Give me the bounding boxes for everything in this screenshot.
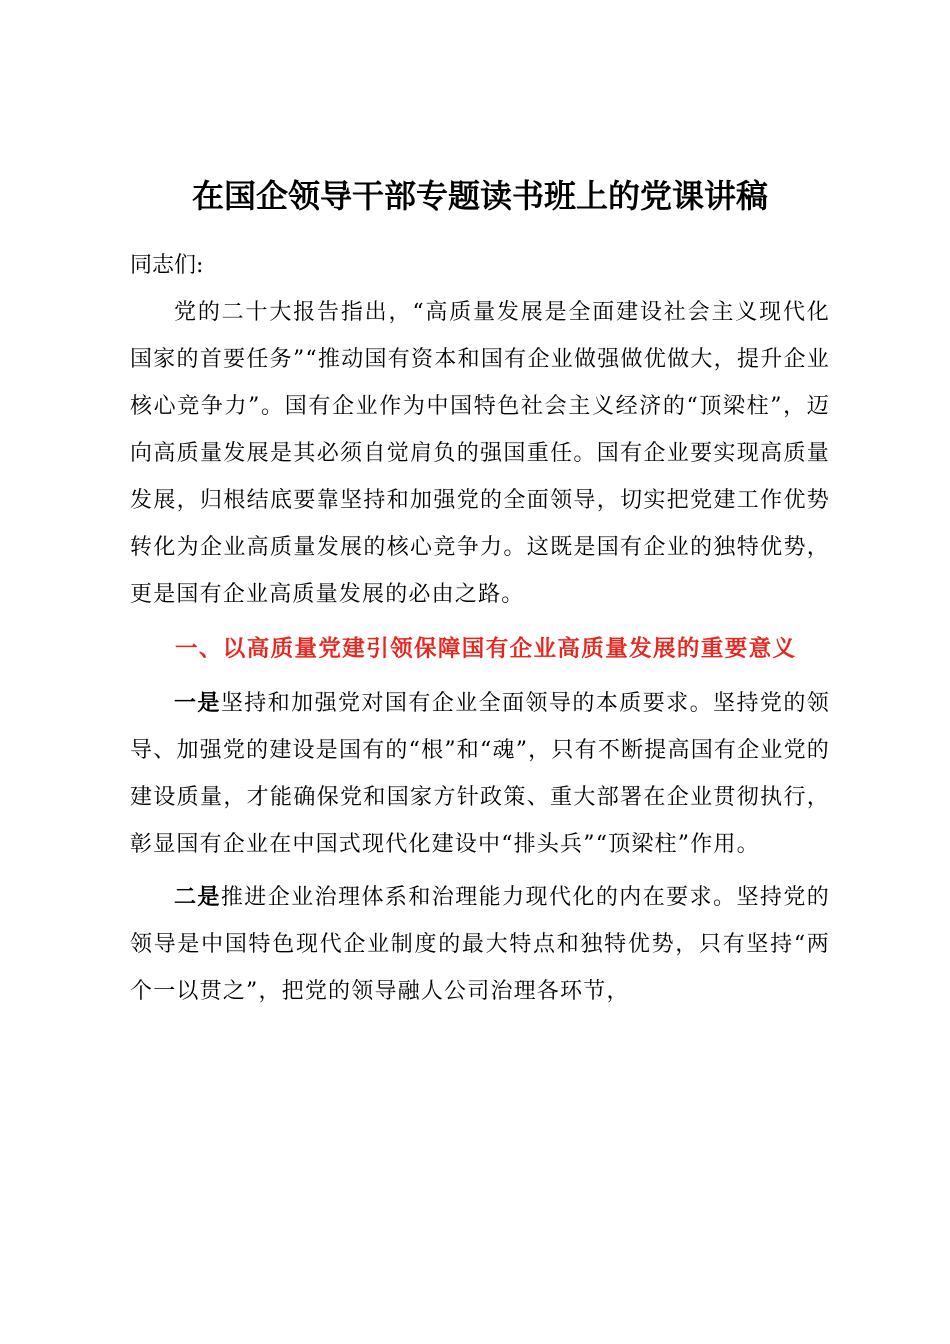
- point-lead: 一是: [174, 691, 221, 716]
- point-paragraph: [130, 680, 830, 868]
- point-lead: 二是: [174, 885, 221, 910]
- intro-paragraph: 党的二十大报告指出，“高质量发展是全面建设社会主义现代化国家的首要任务”“推动国有资本和国有企业做强做优做大，提升企业核心竞争力”。国有企业作为中国特色社会主义经济的“顶梁柱”，迈向高质量发展是其必须自觉肩负的强国重任。国有企业要实现高质量发展，归根结底要靠坚持和加强党的全面领导，切实把党建工作优势转化为企业高质量发展的核心竞争力。这既是国有企业的独特优势，更是国有企业高质量发展的必由之路。: [130, 300, 830, 607]
- point-text: 推进企业治理体系和治理能力现代化的内在要求。坚持党的领导是中国特色现代企业制度的最大特点和独特优势，只有坚持“两个一以贯之”，把党的领导融人公司治理各环节，: [130, 885, 830, 1004]
- document-title: 在国企领导干部专题读书班上的党课讲稿: [191, 177, 768, 215]
- point-text: 坚持和加强党对国有企业全面领导的本质要求。坚持党的领导、加强党的建设是国有的“根”和“魂”，只有不断提高国有企业党的建设质量，才能确保党和国家方针政策、重大部署在企业贯彻执行，彰显国有企业在中国式现代化建设中“排头兵”“顶梁柱”作用。: [130, 691, 830, 857]
- document-page: [130, 168, 830, 1015]
- salutation: 同志们:: [130, 253, 204, 278]
- point-paragraph: [130, 874, 830, 1015]
- section-heading: 一、以高质量党建引领保障国有企业高质量发展的重要意义: [175, 636, 797, 662]
